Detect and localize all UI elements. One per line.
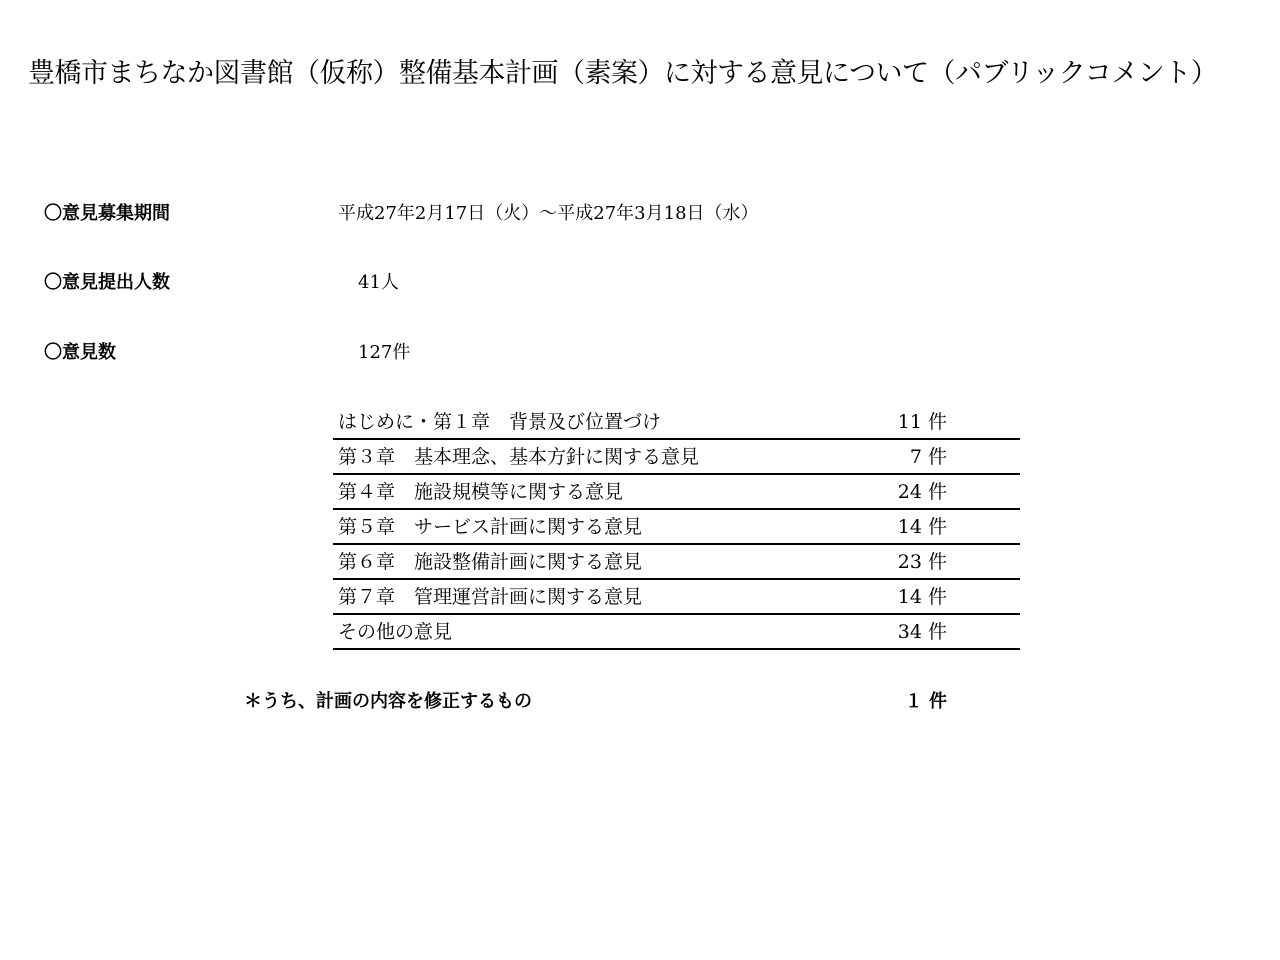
period-label: 〇意見募集期間 xyxy=(44,203,170,224)
table-row xyxy=(333,580,1020,615)
row-label: その他の意見 xyxy=(338,621,453,643)
row-label: 第５章 サービス計画に関する意見 xyxy=(338,516,643,538)
row-label: はじめに・第１章 背景及び位置づけ xyxy=(338,411,662,433)
row-count: 34 件 xyxy=(897,621,947,643)
table-row xyxy=(333,475,1020,510)
row-count: 11 件 xyxy=(897,411,947,433)
revision-note-count: １ 件 xyxy=(904,691,947,712)
row-label: 第３章 基本理念、基本方針に関する意見 xyxy=(338,446,700,468)
row-count: 24 件 xyxy=(897,481,947,503)
submitters-label: 〇意見提出人数 xyxy=(44,272,170,293)
row-count: 7 件 xyxy=(909,446,947,468)
opinion-breakdown-table xyxy=(333,405,1020,650)
table-row xyxy=(333,440,1020,475)
opinions-value: 127件 xyxy=(358,342,411,363)
table-row xyxy=(333,510,1020,545)
opinions-label: 〇意見数 xyxy=(44,342,116,363)
row-count: 23 件 xyxy=(897,551,947,573)
page-title: 豊橋市まちなか図書館（仮称）整備基本計画（素案）に対する意見について（パブリックコメント） xyxy=(28,58,1218,89)
period-value: 平成27年2月17日（火）～平成27年3月18日（水） xyxy=(338,203,759,224)
row-count: 14 件 xyxy=(897,516,947,538)
row-label: 第７章 管理運営計画に関する意見 xyxy=(338,586,643,608)
table-row xyxy=(333,405,1020,440)
table-row xyxy=(333,545,1020,580)
row-count: 14 件 xyxy=(897,586,947,608)
submitters-value: 41人 xyxy=(358,272,399,293)
table-row xyxy=(333,615,1020,650)
revision-note-label: ＊うち、計画の内容を修正するもの xyxy=(244,691,532,712)
row-label: 第６章 施設整備計画に関する意見 xyxy=(338,551,643,573)
row-label: 第４章 施設規模等に関する意見 xyxy=(338,481,624,503)
